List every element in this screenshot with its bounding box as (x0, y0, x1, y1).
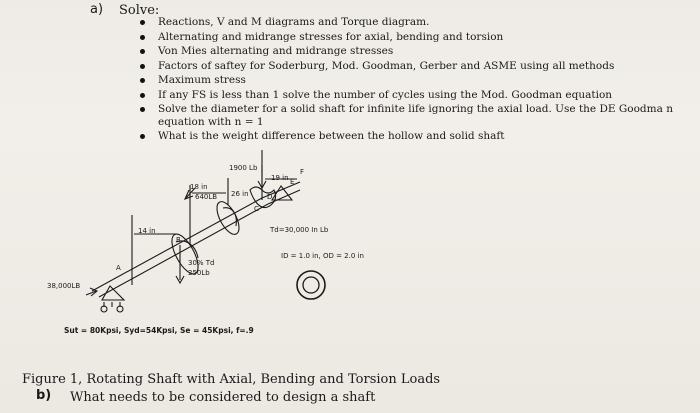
pct-torque-label: 30% Td (188, 259, 215, 267)
part-a-label: a) (90, 2, 104, 17)
task-item: Von Mies alternating and midrange stresses (130, 45, 690, 58)
task-item: Factors of saftey for Soderburg, Mod. Goodman, Gerber and ASME using all methods (130, 60, 690, 73)
diameter-label: ID = 1.0 in, OD = 2.0 in (281, 252, 364, 260)
task-item: Maximum stress (130, 74, 690, 87)
dim-18-label: 18 in (190, 183, 208, 191)
torque-label: Td=30,000 In Lb (270, 226, 329, 234)
task-item: What is the weight difference between the hollow and solid shaft (130, 130, 690, 143)
dim-19-label: 19 in (271, 174, 289, 182)
material-properties: Sut = 80Kpsi, Syd=54Kpsi, Se = 45Kpsi, f=.9 (64, 326, 254, 335)
load-640-label: 640LB (195, 193, 218, 201)
load-1900-label: 1900 Lb (229, 164, 258, 172)
solve-heading: Solve: (119, 3, 160, 18)
point-c-label: C (254, 205, 259, 213)
shaft-line (268, 190, 300, 204)
figure-caption: Figure 1, Rotating Shaft with Axial, Bending and Torsion Loads (22, 372, 441, 387)
dim-14-label: 14 in (138, 227, 156, 235)
task-item: Reactions, V and M diagrams and Torque diagram. (130, 16, 690, 29)
point-b-label: B (176, 236, 181, 244)
task-item: If any FS is less than 1 solve the number of cycles using the Mod. Goodman equation (130, 89, 690, 102)
shaft-line (99, 204, 268, 297)
task-item: Solve the diameter for a solid shaft for infinite life ignoring the axial load. Use the DE Goodma n equation with n = 1 (130, 103, 690, 128)
point-f-label: F (300, 168, 305, 176)
bearing-a-base (104, 302, 120, 307)
load-250-label: 250Lb (188, 269, 210, 277)
task-item: Alternating and midrange stresses for axial, bending and torsion (130, 31, 690, 44)
part-b-label: b) (36, 388, 52, 403)
point-a-label: A (116, 264, 121, 272)
part-b-question: What needs to be considered to design a shaft (70, 390, 376, 405)
shaft-cross-section-inner (303, 277, 319, 293)
shaft-cross-section-outer (297, 271, 325, 299)
axial-load-label: 38,000LB (47, 282, 81, 290)
pulley-c-hub (223, 208, 236, 226)
point-d-label: D (267, 193, 273, 201)
dim-26-label: 26 in (231, 190, 249, 198)
point-e-label: E (290, 178, 295, 186)
